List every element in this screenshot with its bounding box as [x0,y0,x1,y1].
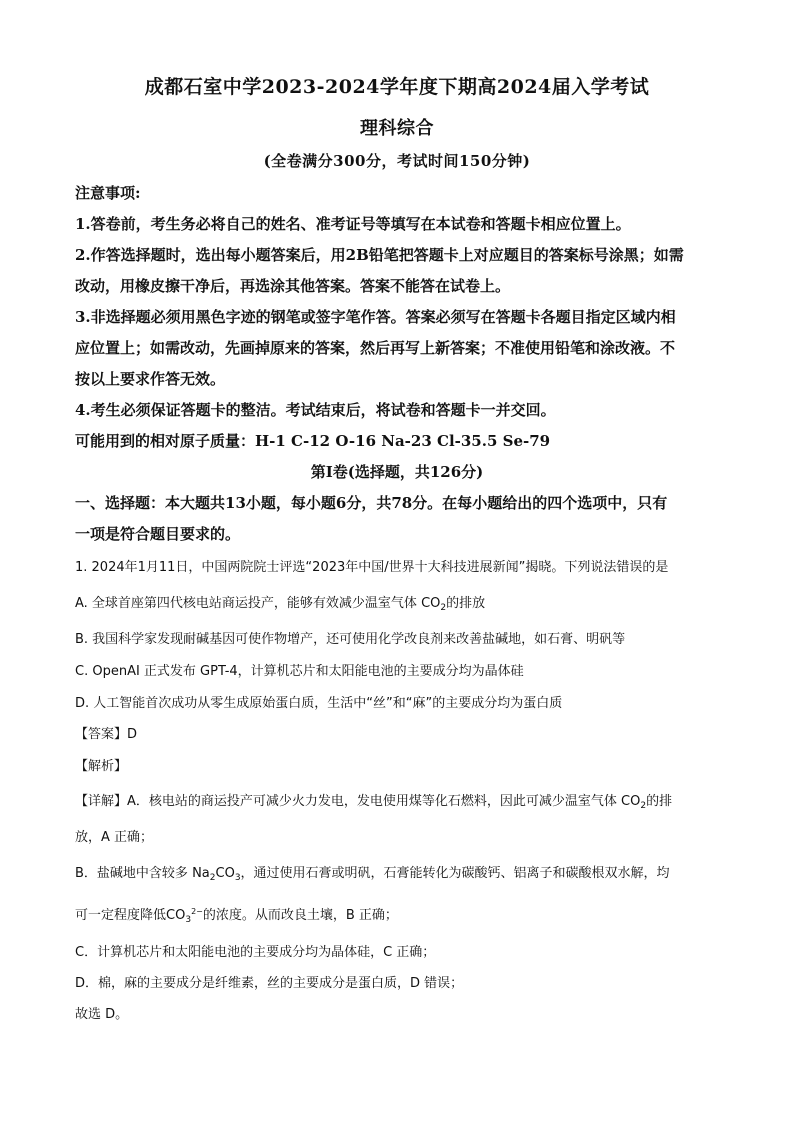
detail-1a: 【详解】A．核电站的商运投产可减少火力发电，发电使用煤等化石燃料，因此可减少温室气体 [75,794,617,809]
detail-line-1 [75,790,725,811]
detail-line-2: 放，A 正确； [75,830,154,845]
detail-1-formula: $CO_2$ [621,794,647,811]
score-note: (全卷满分300分，考试时间150分钟) [263,152,531,170]
option-a-formula: $CO_2$ [421,596,447,613]
note-line-5: 应位置上；如需改动，先画掉原来的答案，然后再写上新答案；不准使用铅笔和涂改液。不 [75,339,676,357]
option-a-end: 的排放 [446,596,486,611]
note-line-4: 3.非选择题必须用黑色字迹的钢笔或签字笔作答。答案必须写在答题卡各题目指定区域内相 [75,308,676,326]
question-stem: 1. 2024年1月11日，中国两院院士评选“2023年中国/世界十大科技进展新闻”揭晓。下列说法错误的是 [75,560,669,575]
detail-3a: B．盐碱地中含较多 [75,866,188,881]
exam-subject: 理科综合 [360,118,434,139]
detail-3-formula: $Na_2CO_3$ [192,866,241,883]
analysis-label: 【解析】 [75,759,128,774]
note-line-6: 按以上要求作答无效。 [75,370,226,388]
exam-title: 成都石室中学2023-2024学年度下期高2024届入学考试 [144,76,650,98]
option-b: B. 我国科学家发现耐碱基因可使作物增产，还可使用化学改良剂来改善盐碱地，如石膏、明矾等 [75,632,626,647]
detail-line-5: C．计算机芯片和太阳能电池的主要成分均为晶体硅，C 正确； [75,945,436,960]
detail-4b: 的浓度。从而改良土壤，B 正确； [202,908,398,923]
note-line-3: 改动，用橡皮擦干净后，再选涂其他答案。答案不能答在试卷上。 [75,277,511,295]
note-line-2: 2.作答选择题时，选出每小题答案后，用2B铅笔把答题卡上对应题目的答案标号涂黑；如需 [75,246,684,264]
detail-line-7: 故选 D。 [75,1007,129,1022]
detail-4-formula: $CO_3^{2-}$ [166,907,203,925]
section-instruction-1: 一、选择题：本大题共13小题，每小题6分，共78分。在每小题给出的四个选项中，只有 [75,494,668,512]
detail-line-6: D．棉，麻的主要成分是纤维素，丝的主要成分是蛋白质，D 错误； [75,976,464,991]
part-heading: 第I卷(选择题，共126分) [310,463,484,481]
option-d: D. 人工智能首次成功从零生成原始蛋白质，生活中“丝”和“麻”的主要成分均为蛋白质 [75,696,563,711]
note-line-1: 1.答卷前，考生务必将自己的姓名、准考证号等填写在本试卷和答题卡相应位置上。 [75,215,631,233]
section-instruction-2: 一项是符合题目要求的。 [75,525,241,543]
note-line-7: 4.考生必须保证答题卡的整洁。考试结束后，将试卷和答题卡一并交回。 [75,401,556,419]
detail-1b: 的排 [646,794,673,809]
answer-label: 【答案】D [75,727,138,742]
option-c: C. OpenAI 正式发布 GPT-4，计算机芯片和太阳能电池的主要成分均为晶体硅 [75,664,524,679]
option-a-text: A. 全球首座第四代核电站商运投产，能够有效减少温室气体 [75,596,417,611]
notes-heading: 注意事项: [75,184,141,202]
detail-4a: 可一定程度降低 [75,908,167,923]
detail-line-4 [75,904,725,925]
atomic-masses: 可能用到的相对原子质量：H-1 C-12 O-16 Na-23 Cl-35.5 Se-79 [75,432,551,450]
detail-3b: ，通过使用石膏或明矾，石膏能转化为碳酸钙、铝离子和碳酸根双水解，均 [240,866,670,881]
detail-line-3 [75,862,725,883]
option-a [75,592,725,613]
